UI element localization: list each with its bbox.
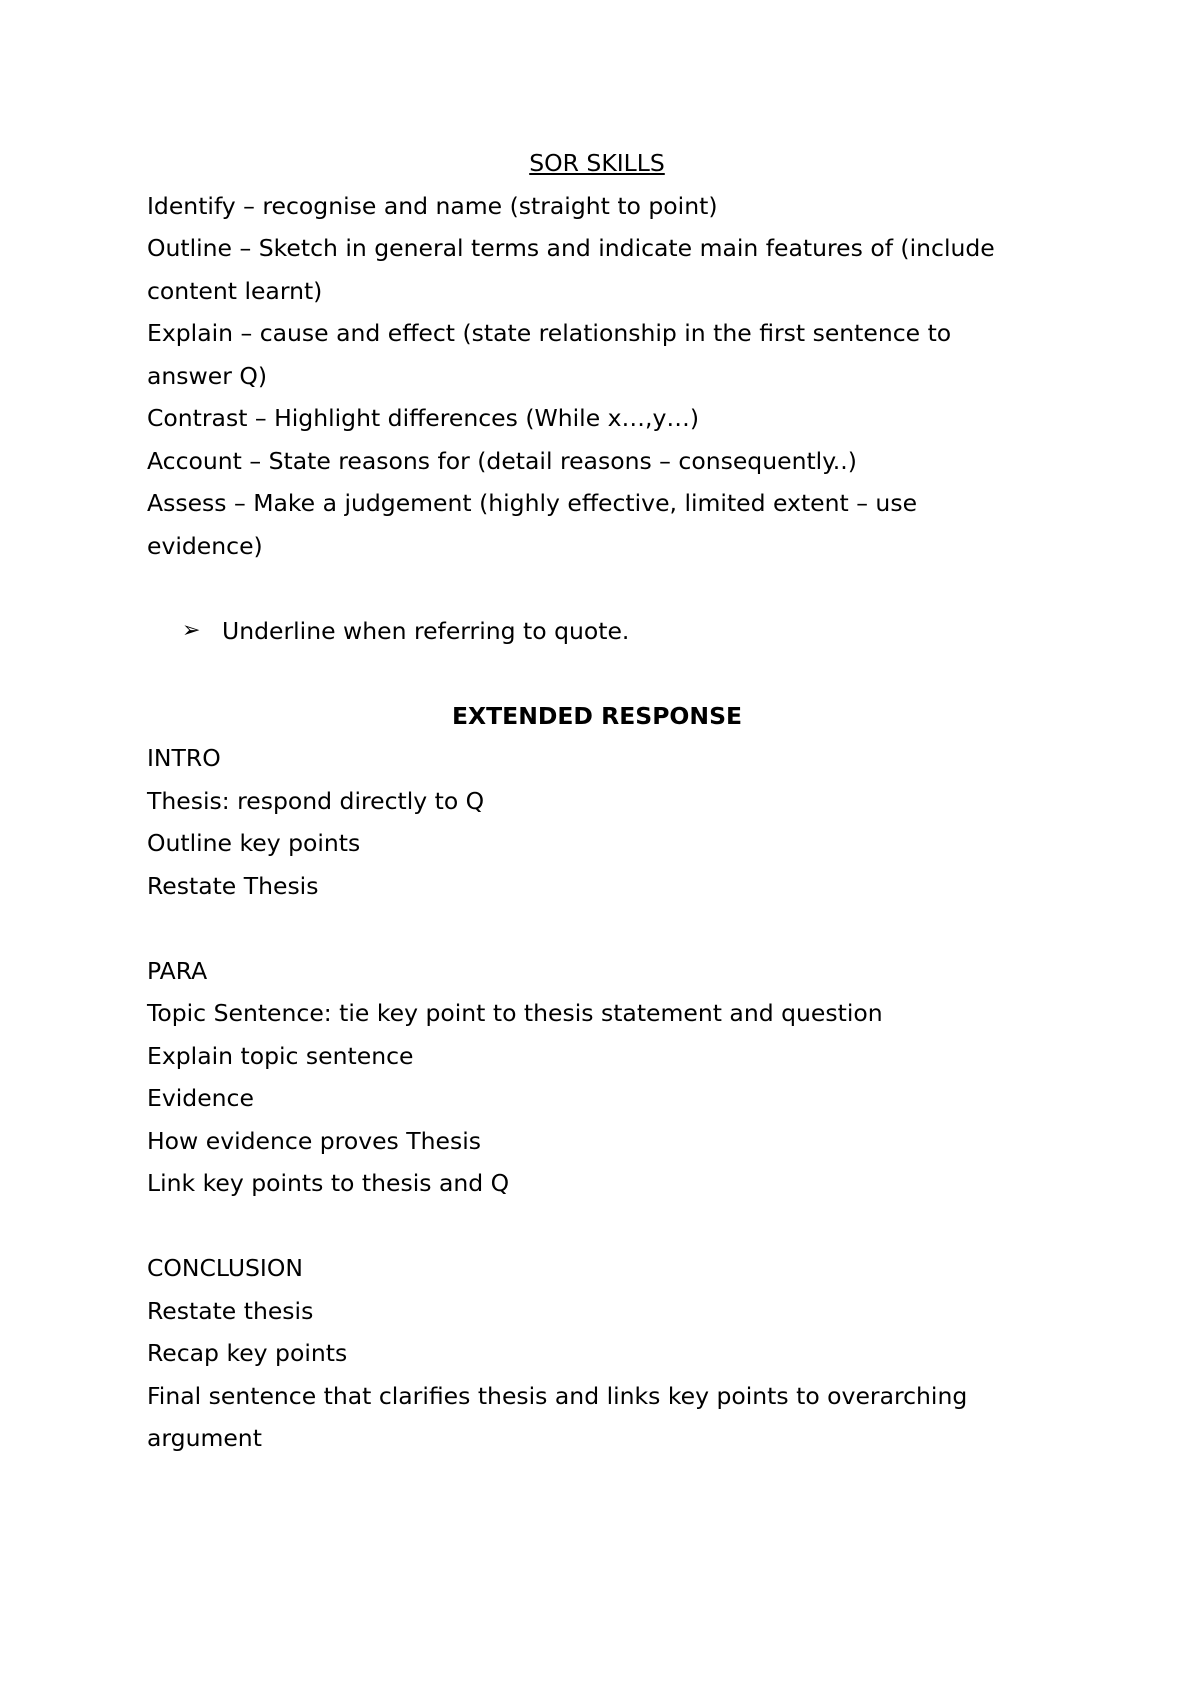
para-line: Link key points to thesis and Q <box>147 1169 510 1197</box>
spacer <box>147 907 1047 950</box>
extended-response-title: EXTENDED RESPONSE <box>451 701 743 730</box>
document-content <box>147 142 1047 1460</box>
conclusion-heading: CONCLUSION <box>147 1254 303 1282</box>
sor-skill-line: Account – State reasons for (detail reasons – consequently..) <box>147 446 857 475</box>
sor-skill-line: Assess – Make a judgement (highly effective, limited extent – use <box>147 489 918 517</box>
sor-skill-line: answer Q) <box>147 361 268 390</box>
conclusion-line: argument <box>147 1424 262 1452</box>
intro-line: Restate Thesis <box>147 871 319 900</box>
spacer <box>147 652 1047 695</box>
spacer <box>147 567 1047 610</box>
bullet-text: Underline when referring to quote. <box>222 616 630 645</box>
conclusion-line: Restate thesis <box>147 1296 314 1325</box>
sor-skills-title: SOR SKILLS <box>529 149 665 177</box>
sor-skill-line: Contrast – Highlight differences (While x…,y…) <box>147 404 700 432</box>
conclusion-line: Final sentence that clarifies thesis and links key points to overarching <box>147 1381 968 1410</box>
sor-skill-line: Identify – recognise and name (straight to point) <box>147 191 718 220</box>
conclusion-line: Recap key points <box>147 1339 348 1367</box>
sor-skill-line: Explain – cause and effect (state relationship in the first sentence to <box>147 319 952 347</box>
para-line: Evidence <box>147 1084 254 1112</box>
intro-heading: INTRO <box>147 744 221 772</box>
spacer <box>147 1205 1047 1248</box>
para-line: Explain topic sentence <box>147 1041 414 1070</box>
intro-line: Outline key points <box>147 829 361 857</box>
intro-line: Thesis: respond directly to Q <box>147 786 485 815</box>
arrowhead-bullet-icon: ➢ <box>182 617 201 643</box>
sor-skill-line: content learnt) <box>147 276 323 305</box>
sor-skill-line: evidence) <box>147 531 263 560</box>
para-line: How evidence proves Thesis <box>147 1126 481 1155</box>
bullet-item <box>147 610 1047 653</box>
sor-skill-line: Outline – Sketch in general terms and indicate main features of (include <box>147 234 995 262</box>
para-line: Topic Sentence: tie key point to thesis statement and question <box>147 999 883 1027</box>
para-heading: PARA <box>147 956 208 985</box>
